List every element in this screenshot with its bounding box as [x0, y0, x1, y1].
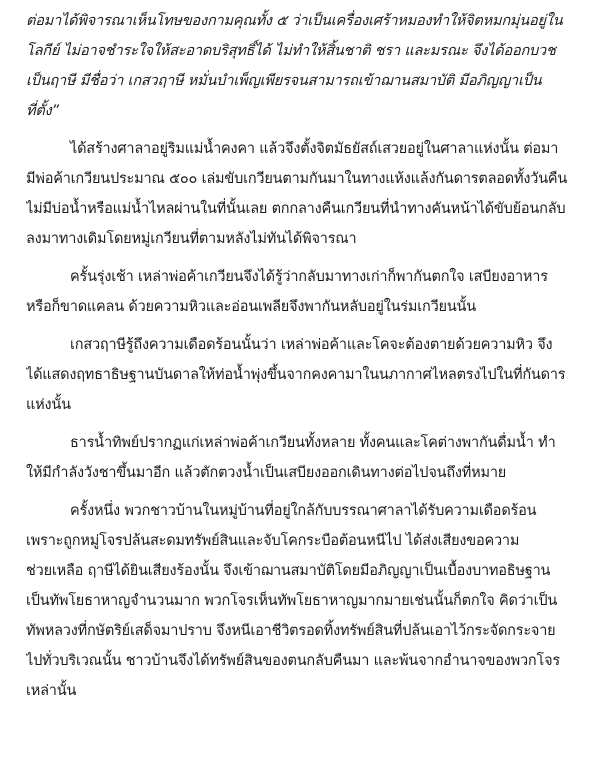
quote-line: โลกีย์ ไม่อาจชำระใจให้สะอาดบริสุทธิ์ได้ ไม่ทำให้สิ้นชาติ ชรา และมรณะ จึงได้ออกบวช: [26, 43, 556, 59]
paragraph-line: ครั้นรุ่งเช้า เหล่าพ่อค้าเกวียนจึงได้รู้ว่ากลับมาทางเก่าก็พากันตกใจ เสบียงอาหาร: [70, 269, 548, 285]
paragraph-line: ครั้งหนึ่ง พวกชาวบ้านในหมู่บ้านที่อยู่ใกล้กับบรรณาศาลาได้รับความเดือดร้อน: [70, 503, 537, 519]
paragraph-line: ช่วยเหลือ ฤาษีได้ยินเสียงร้องนั้น จึงเข้าฌานสมาบัติโดยมีอภิญญาเป็นเบื้องบาทอธิษฐาน: [26, 563, 551, 579]
paragraph-hermit-miracle: [26, 330, 590, 420]
paragraph-line: ลงมาทางเดิมโดยหมู่เกวียนที่ตามหลังไม่ทันได้พิจารณา: [26, 231, 357, 247]
quote-line: ที่ตั้ง”: [26, 103, 59, 119]
paragraph-line: ให้มีกำลังวังชาขึ้นมาอีก แล้วตักตวงน้ำเป็นเสบียงออกเดินทางต่อไปจนถึงที่หมาย: [26, 465, 507, 481]
paragraph-line: เพราะถูกหมู่โจรปล้นสะดมทรัพย์สินและจับโคกระบือต้อนหนีไป ได้ส่งเสียงขอความ: [26, 533, 520, 549]
quote-paragraph: [26, 6, 590, 126]
quote-line: ต่อมาได้พิจารณาเห็นโทษของกามคุณทั้ง ๕ ว่าเป็นเครื่องเศร้าหมองทำให้จิตหมกมุ่นอยู่ใน: [26, 13, 563, 29]
paragraph-line: ได้แสดงฤทธาธิษฐานบันดาลให้ท่อน้ำพุ่งขึ้นจากคงคามาในนภากาศไหลตรงไปในที่กันดาร: [26, 367, 566, 383]
paragraph-bandits: [26, 496, 590, 706]
paragraph-line: ทัพหลวงที่กษัตริย์เสด็จมาปราบ จึงหนีเอาชีวิตรอดทิ้งทรัพย์สินที่ปล้นเอาไว้กระจัดกระจาย: [26, 623, 556, 639]
quote-line: เป็นฤาษี มีชื่อว่า เกสวฤาษี หมั่นบำเพ็ญเพียรจนสามารถเข้าฌานสมาบัติ มีอภิญญาเป็น: [26, 73, 542, 89]
paragraph-line: ไม่มีบ่อน้ำหรือแม่น้ำไหลผ่านในที่นั้นเลย ตกกลางคืนเกวียนที่นำทางคันหน้าได้ขับย้อนกลับ: [26, 201, 566, 217]
paragraph-line: แห่งนั้น: [26, 397, 71, 413]
paragraph-line: เกสวฤาษีรู้ถึงความเดือดร้อนนั้นว่า เหล่าพ่อค้าและโคจะต้องตายด้วยความหิว จึง: [70, 337, 553, 353]
paragraph-morning: [26, 262, 590, 322]
paragraph-line: หรือก็ขาดแคลน ด้วยความหิวและอ่อนเพลียจึงพากันหลับอยู่ในร่มเกวียนนั้น: [26, 299, 476, 315]
paragraph-shala: [26, 134, 590, 254]
paragraph-line: มีพ่อค้าเกวียนประมาณ ๕๐๐ เล่มขับเกวียนตามกันมาในทางแห้งแล้งกันดารตลอดทั้งวันคืน: [26, 171, 568, 187]
paragraph-line: ธารน้ำทิพย์ปรากฏแก่เหล่าพ่อค้าเกวียนทั้งหลาย ทั้งคนและโคต่างพากันดื่มน้ำ ทำ: [70, 435, 556, 451]
paragraph-divine-water: [26, 428, 590, 488]
paragraph-line: เป็นทัพโยธาหาญจำนวนมาก พวกโจรเห็นทัพโยธาหาญมากมายเช่นนั้นก็ตกใจ คิดว่าเป็น: [26, 593, 558, 609]
paragraph-line: ได้สร้างศาลาอยู่ริมแม่น้ำคงคา แล้วจึงตั้งจิตมัธยัสถ์เสวยอยู่ในศาลาแห่งนั้น ต่อมา: [70, 141, 559, 157]
paragraph-line: ไปทั่วบริเวณนั้น ชาวบ้านจึงได้ทรัพย์สินของตนกลับคืนมา และพ้นจากอำนาจของพวกโจร: [26, 653, 560, 669]
paragraph-line: เหล่านั้น: [26, 683, 77, 699]
